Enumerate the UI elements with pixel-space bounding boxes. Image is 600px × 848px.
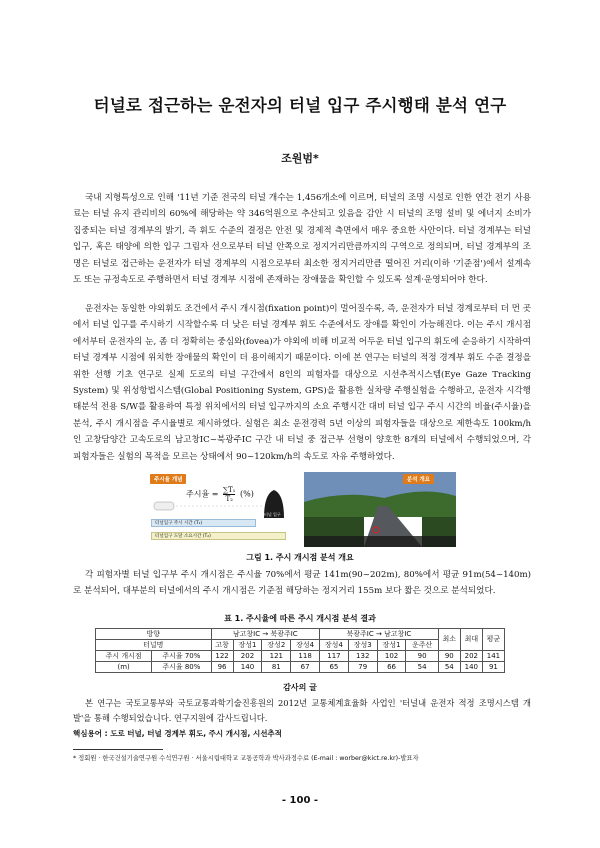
cell: 65 [320,662,349,673]
table-row [96,651,505,662]
gaze-time-bar: 터널입구 주시 시간 (T₁) [151,519,256,527]
cell: 54 [406,662,438,673]
figure-tag-left: 주시율 개념 [150,474,186,484]
cell: 118 [291,651,320,662]
page-number: - 100 - [281,795,319,806]
paragraph: 국내 지형특성으로 인해 '11년 기준 전국의 터널 개수는 1,456개소에 이르며, 터널의 조명 시설로 인한 연간 전기 사용료는 터널 유지 관리비의 60%에 해당하는 약 346억원으로 추산되고 있음을 감안 시 터널의 조명 설비 및 에너지 소비가 집중되는 터널 경계부의 밝기, 즉 휘도 수준의 결정은 안전 및 경제적 측면에서 매우 중요한 사안이다. 터널 경계부는 터널 입구, 혹은 태양에 의한 입구 그림자 선으로부터 터널 안쪽으로 정지거리만큼까지의 구역으로 정의되며, 터널 경계부의 조명은 터널로 접근하는 운전자가 터널 경계부의 시점으로부터 최소한 정지거리만큼 떨어진 거리(이하 '기준점')에서 설계속도 또는 규정속도로 주행하면서 터널 경계부 시점에 존재하는 장애물을 확인할 수 있도록 설계·운영되어야 한다. [73,193,531,286]
footnote: * 정회원 · 한국건설기술연구원 수석연구원 · 서울시립대학교 교통공학과 박사과정수료 (E-mail : worber@kict.re.kr)-발표자 [73,755,419,762]
cell: 122 [211,651,233,662]
tunnel-name: 장성3 [348,640,377,651]
tunnel-name: 고창 [211,640,233,651]
cell: 96 [211,662,233,673]
formula-numerator: ∑T₁ [222,486,236,494]
tunnel-label: 터널 입구 [264,512,281,517]
table-row [96,662,505,673]
tunnel-name: 장성4 [320,640,349,651]
paragraph: 각 피험자별 터널 입구부 주시 개시점은 주시율 70%에서 평균 141m(90~202m), 80%에서 평균 91m(54~140m)로 분석되어, 대부분의 터널에서의 주시 개시점은 기준점 해당하는 정지거리 155m 보다 짧은 것으로 분석되었다. [73,570,531,597]
intro-section [73,190,531,288]
row-unit-label: (m) [96,662,152,673]
tunnel-name: 장성1 [377,640,406,651]
paragraph: 본 연구는 국토교통부와 국토교통과학기술진흥원의 2012년 교통체계효율화 사업인 '터널내 운전자 적정 조명시스템 개발'을 통해 수행되었습니다. 연구지원에 감사드립니다. [73,698,531,723]
analysis-overview-photo [304,472,456,547]
tunnel-name: 장성1 [233,640,262,651]
cell: 79 [348,662,377,673]
acknowledgement [73,696,531,726]
header-direction: 방향 [96,629,212,640]
keywords: 핵심용어 : 도로 터널, 터널 경계부 휘도, 주시 개시점, 시선추적 [73,729,282,738]
header-dir1: 남고창IC → 북광주IC [211,629,319,640]
cell: 102 [377,651,406,662]
cell: 202 [233,651,262,662]
footnote-divider [73,749,163,750]
cell: 67 [291,662,320,673]
tunnel-name: 장성2 [262,640,291,651]
tunnel-name: 장성4 [291,640,320,651]
formula-denominator: T₂ [225,495,233,503]
header-dir2: 북광주IC → 남고창IC [320,629,439,640]
cell: 91 [482,662,504,673]
figure-caption: 그림 1. 주시 개시점 분석 개요 [246,553,354,562]
table-caption: 표 1. 주시율에 따른 주시 개시점 분석 결과 [224,614,376,623]
paragraph: 운전자는 동일한 야외휘도 조건에서 주시 개시점(fixation point)이 멀어질수록, 즉, 운전자가 터널 경계로부터 더 먼 곳에서 터널 입구를 주시하기 시작할수록 더 낮은 터널 경계부 휘도 수준에서도 장애를 확인이 가능해진다. 이는 주시 개시점에서부터 운전자의 눈, 좀 더 정확히는 중심와(fovea)가 야외에 비해 비교적 어두운 터널 입구의 휘도에 순응하기 시작하여 터널 경계부 시점에 위치한 장애물의 확인이 더 용이해지기 때문이다. 이에 본 연구는 터널의 적정 경계부 휘도 수준 결정을 위한 선행 기초 연구로 실제 도로의 터널 구간에서 8인의 피험자를 대상으로 시선추적시스템(Eye Gaze Tracking System) 및 위성항법시스템(Global Positioning System, GPS)을 활용한 실차량 주행실험을 수행하고, 운전자 시각행태분석 전용 S/W를 활용하여 특정 위치에서의 터널 입구까지의 소요 주행시간 대비 터널 입구 주시 시간의 비율(주시율)을 분석, 주시 개시점을 주시율별로 제시하였다. 실험은 최소 운전경력 5년 이상의 피험자들을 대상으로 제한속도 100km/h인 고창담양간 고속도로의 남고창IC~북광주IC 구간 내 터널 중 접근부 선형이 양호한 8개의 터널에서 수행되었으며, 각 피험자들은 실험의 목적을 모르는 상태에서 90~120km/h의 속도로 자유 주행하였다. [73,304,531,462]
author-name: 조원범* [281,152,319,165]
header-min: 최소 [438,629,460,651]
results-table [95,628,505,673]
row-label: 주시율 80% [152,662,211,673]
paper-title: 터널로 접근하는 운전자의 터널 입구 주시행태 분석 연구 [93,96,507,115]
tunnel-name: 운주산 [406,640,438,651]
results-section [73,567,531,600]
row-group-label: 주시 개시점 [96,651,152,662]
header-tunnel: 터널명 [96,640,212,651]
figure-1 [146,472,456,547]
cell: 141 [482,651,504,662]
acknowledgement-heading: 감사의 글 [283,683,317,692]
cell: 90 [406,651,438,662]
formula-unit: (%) [240,489,254,499]
cell: 81 [262,662,291,673]
cell: 140 [460,662,482,673]
travel-time-bar: 터널입구 도달 소요시간 (T₂) [151,532,286,540]
cell: 140 [233,662,262,673]
method-section [73,301,531,465]
row-label: 주시율 70% [152,651,211,662]
header-max: 최대 [460,629,482,651]
header-avg: 평균 [482,629,504,651]
cell: 121 [262,651,291,662]
table-row [96,629,505,640]
fixation-concept-diagram [146,472,296,547]
cell: 66 [377,662,406,673]
cell: 117 [320,651,349,662]
cell: 202 [460,651,482,662]
cell: 54 [438,662,460,673]
cell: 132 [348,651,377,662]
fixation-formula [186,486,254,503]
figure-tag-right: 분석 개요 [403,474,434,484]
cell: 90 [438,651,460,662]
formula-lhs: 주시율 = [186,489,219,499]
